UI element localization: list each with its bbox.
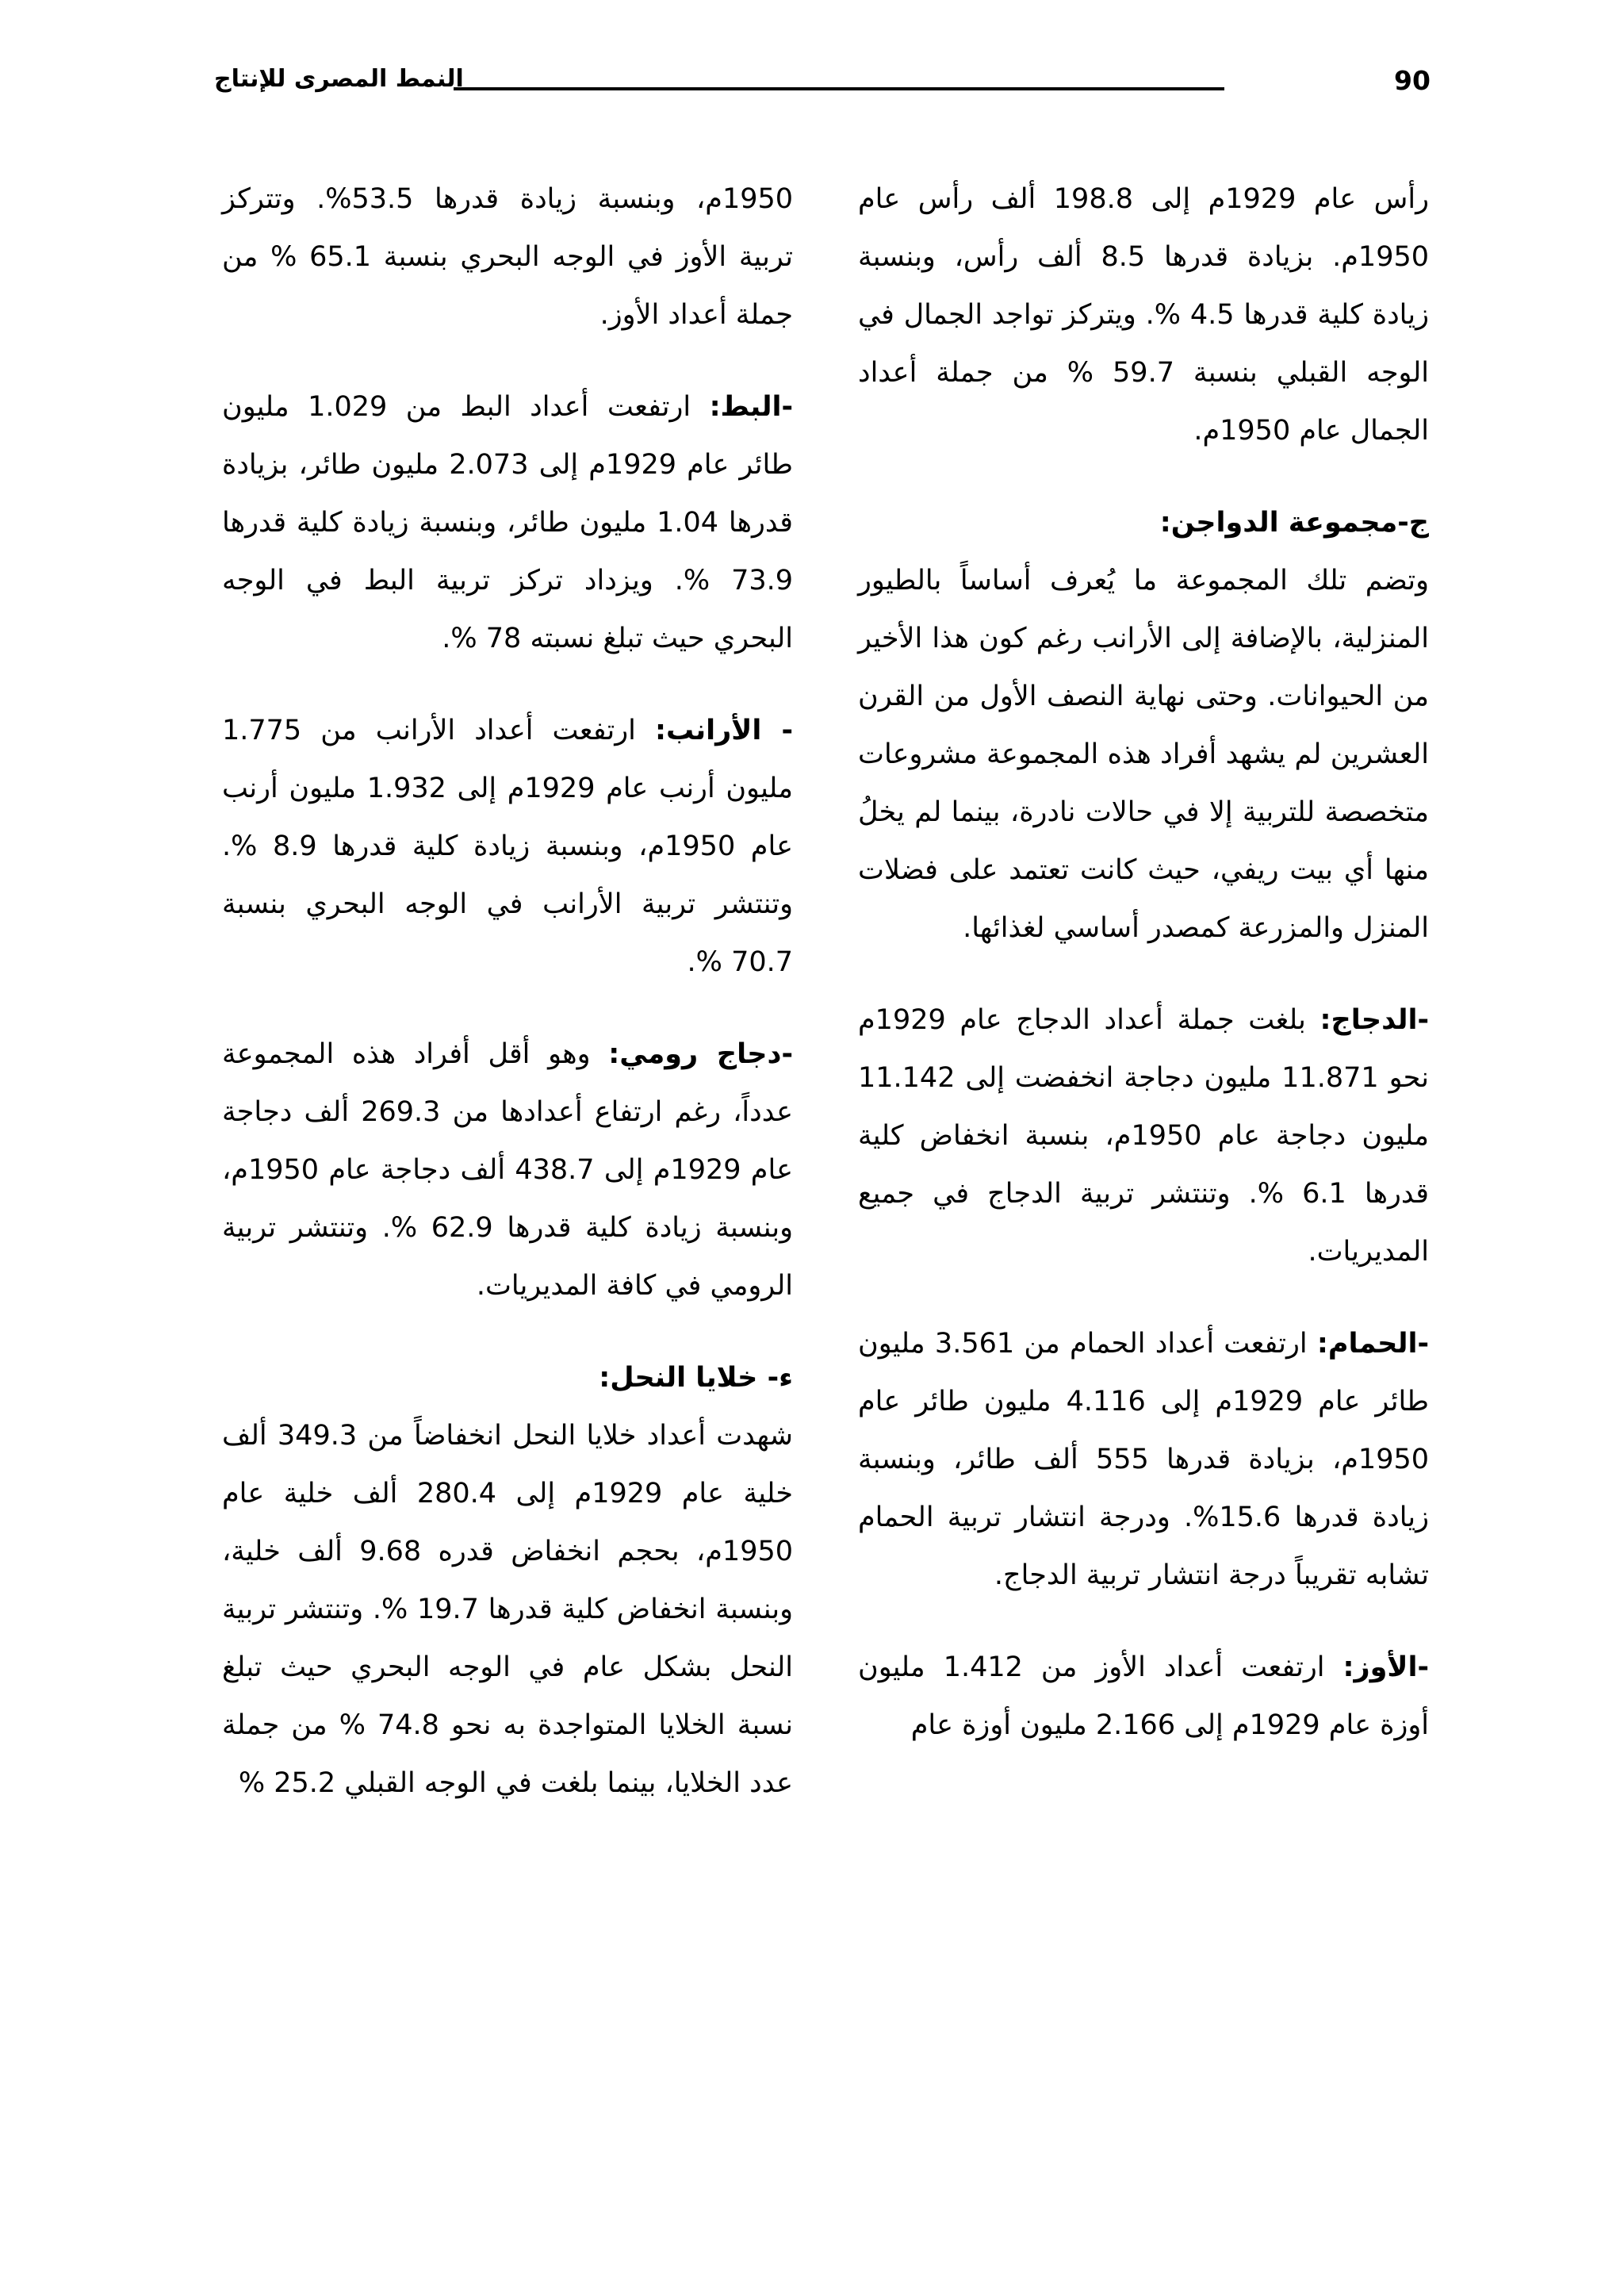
- header-rule: [454, 87, 1224, 90]
- turkey-paragraph: [222, 1026, 793, 1315]
- running-title: النمط المصرى للإنتاج: [214, 65, 464, 93]
- left-column: [222, 171, 793, 1812]
- rabbit-lead: - الأرانب:: [654, 715, 793, 746]
- bees-heading: ء- خلايا النحل:: [599, 1362, 793, 1394]
- rabbit-paragraph: [222, 702, 793, 992]
- pigeon-paragraph: [858, 1315, 1429, 1605]
- chicken-text: بلغت جملة أعداد الدجاج عام 1929م نحو 11.871 مليون دجاجة انخفضت إلى 11.142 مليون دجاجة عام 1950م، بنسبة انخفاض كلية قدرها 6.1 %. وتنتشر تربية الدجاج في جميع المديريات.: [858, 1004, 1429, 1268]
- camels-paragraph: رأس عام 1929م إلى 198.8 ألف رأس عام 1950م. بزيادة قدرها 8.5 ألف رأس، وبنسبة زيادة كلية قدرها 4.5 %. ويتركز تواجد الجمال في الوجه القبلي بنسبة 59.7 % من جملة أعداد الجمال عام 1950م.: [858, 183, 1429, 447]
- turkey-text: وهو أقل أفراد هذه المجموعة عدداً، رغم ارتفاع أعدادها من 269.3 ألف دجاجة عام 1929م إلى 438.7 ألف دجاجة عام 1950م، وبنسبة زيادة كلية قدرها 62.9 %. وتنتشر تربية الرومي في كافة المديريات.: [222, 1038, 794, 1302]
- poultry-intro-paragraph: وتضم تلك المجموعة ما يُعرف أساساً بالطيور المنزلية، بالإضافة إلى الأرانب رغم كون هذا الأخير من الحيوانات. وحتى نهاية النصف الأول من القرن العشرين لم يشهد أفراد هذه المجموعة مشروعات متخصصة للتربية إلا في حالات نادرة، بينما لم يخلُ منها أي بيت ريفي، حيث كانت تعتمد على فضلات المنزل والمزرعة كمصدر أساسي لغذائها.: [858, 565, 1429, 944]
- poultry-heading: ج-مجموعة الدواجن:: [1159, 507, 1429, 539]
- duck-paragraph: [222, 378, 793, 668]
- pigeon-text: ارتفعت أعداد الحمام من 3.561 مليون طائر عام 1929م إلى 4.116 مليون طائر عام 1950م، بزيادة قدرها 555 ألف طائر، وبنسبة زيادة قدرها 15.6%. ودرجة انتشار تربية الحمام تشابه تقريباً درجة انتشار تربية الدجاج.: [858, 1328, 1429, 1591]
- geese-text: ارتفعت أعداد الأوز من 1.412 مليون أوزة عام 1929م إلى 2.166 مليون أوزة عام: [858, 1651, 1429, 1741]
- geese-continued-paragraph: 1950م، وبنسبة زيادة قدرها 53.5%. وتتركز تربية الأوز في الوجه البحري بنسبة 65.1 % من جملة أعداد الأوز.: [222, 183, 794, 331]
- bees-paragraph: شهدت أعداد خلايا النحل انخفاضاً من 349.3 ألف خلية عام 1929م إلى 280.4 ألف خلية عام 1950م، بحجم انخفاض قدره 9.68 ألف خلية، وبنسبة انخفاض كلية قدرها 19.7 %. وتنتشر تربية النحل بشكل عام في الوجه البحري حيث تبلغ نسبة الخلايا المتواجدة به نحو 74.8 % من جملة عدد الخلايا، بينما بلغت في الوجه القبلي 25.2 %: [222, 1420, 794, 1799]
- duck-text: ارتفعت أعداد البط من 1.029 مليون طائر عام 1929م إلى 2.073 مليون طائر، بزيادة قدرها 1.04 مليون طائر، وبنسبة زيادة كلية قدرها 73.9 %. ويزداد تركز تربية البط في الوجه البحري حيث تبلغ نسبته 78 %.: [222, 391, 794, 654]
- rabbit-text: ارتفعت أعداد الأرانب من 1.775 مليون أرنب عام 1929م إلى 1.932 مليون أرنب عام 1950م، وبنسبة زيادة كلية قدرها 8.9 %. وتنتشر تربية الأرانب في الوجه البحري بنسبة 70.7 %.: [222, 715, 794, 978]
- page-header: [214, 62, 1435, 109]
- chicken-paragraph: [858, 992, 1429, 1281]
- duck-lead: -البط:: [709, 391, 793, 423]
- turkey-lead: -دجاج رومي:: [608, 1038, 793, 1070]
- right-column: [858, 171, 1429, 1755]
- page-number: 90: [1394, 65, 1431, 96]
- geese-paragraph: [858, 1639, 1429, 1755]
- geese-lead: -الأوز:: [1342, 1651, 1429, 1683]
- pigeon-lead: -الحمام:: [1316, 1328, 1429, 1360]
- chicken-lead: -الدجاج:: [1320, 1004, 1429, 1036]
